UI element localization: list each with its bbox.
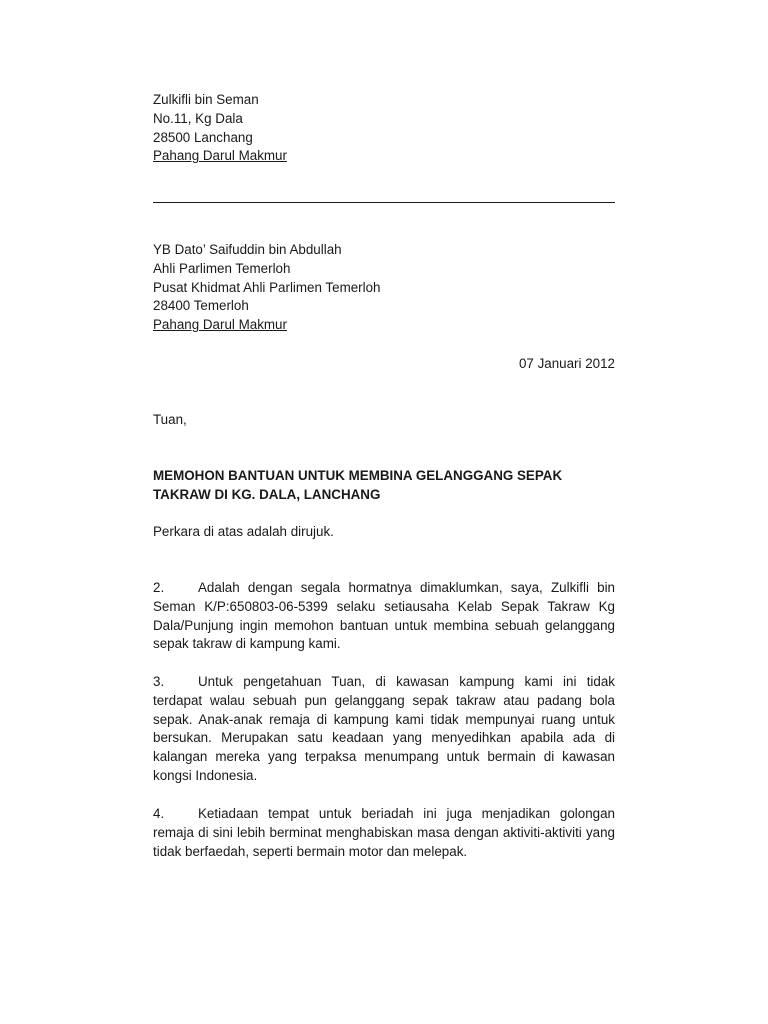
recipient-postcode-city: 28400 Temerloh — [153, 298, 249, 314]
recipient-office: Pusat Khidmat Ahli Parlimen Temerloh — [153, 279, 381, 295]
recipient-name: YB Dato’ Saifuddin bin Abdullah — [153, 242, 342, 257]
paragraph-2 — [153, 579, 615, 654]
letter-date: 07 Januari 2012 — [518, 356, 615, 371]
paragraph-4 — [153, 805, 615, 861]
paragraph-number: 4. — [153, 806, 165, 821]
paragraph-3 — [153, 673, 615, 786]
paragraph-text: Untuk pengetahuan Tuan, di kawasan kampung kami ini tidak terdapat walau sebuah pun gelanggang sepak takraw atau padang bola sepak. Anak-anak remaja di kampung kami tidak mempunyai ruang untuk bersukan. Merupakan satu keadaan yang menyedihkan apabila ada di kalangan mereka yang terpaksa menumpang untuk bermain di kawasan kongsi Indonesia. — [153, 674, 615, 783]
header-divider — [153, 202, 615, 203]
sender-address-line1: No.11, Kg Dala — [153, 110, 243, 126]
salutation: Tuan, — [153, 412, 187, 427]
subject-heading: MEMOHON BANTUAN UNTUK MEMBINA GELANGGANG SEPAK TAKRAW DI KG. DALA, LANCHANG — [153, 468, 563, 502]
sender-address — [153, 91, 615, 166]
recipient-address — [153, 241, 615, 335]
sender-address-line2: 28500 Lanchang — [153, 129, 253, 145]
paragraph-number: 2. — [153, 580, 165, 595]
reference-line: Perkara di atas adalah dirujuk. — [153, 524, 334, 539]
sender-name: Zulkifli bin Seman — [153, 92, 259, 107]
paragraph-text: Adalah dengan segala hormatnya dimaklumkan, saya, Zulkifli bin Seman K/P:650803-06-5399 selaku setiausaha Kelab Sepak Takraw Kg Dala/Punjung ingin memohon bantuan untuk membina sebuah gelanggang sepak takraw di kampung kami. — [153, 580, 615, 652]
recipient-title: Ahli Parlimen Temerloh — [153, 260, 291, 276]
paragraph-number: 3. — [153, 674, 165, 689]
sender-state: Pahang Darul Makmur — [153, 148, 287, 164]
paragraph-text: Ketiadaan tempat untuk beriadah ini juga menjadikan golongan remaja di sini lebih berminat menghabiskan masa dengan aktiviti-aktiviti yang tidak berfaedah, seperti bermain motor dan melepak. — [153, 806, 615, 859]
recipient-state: Pahang Darul Makmur — [153, 317, 287, 333]
